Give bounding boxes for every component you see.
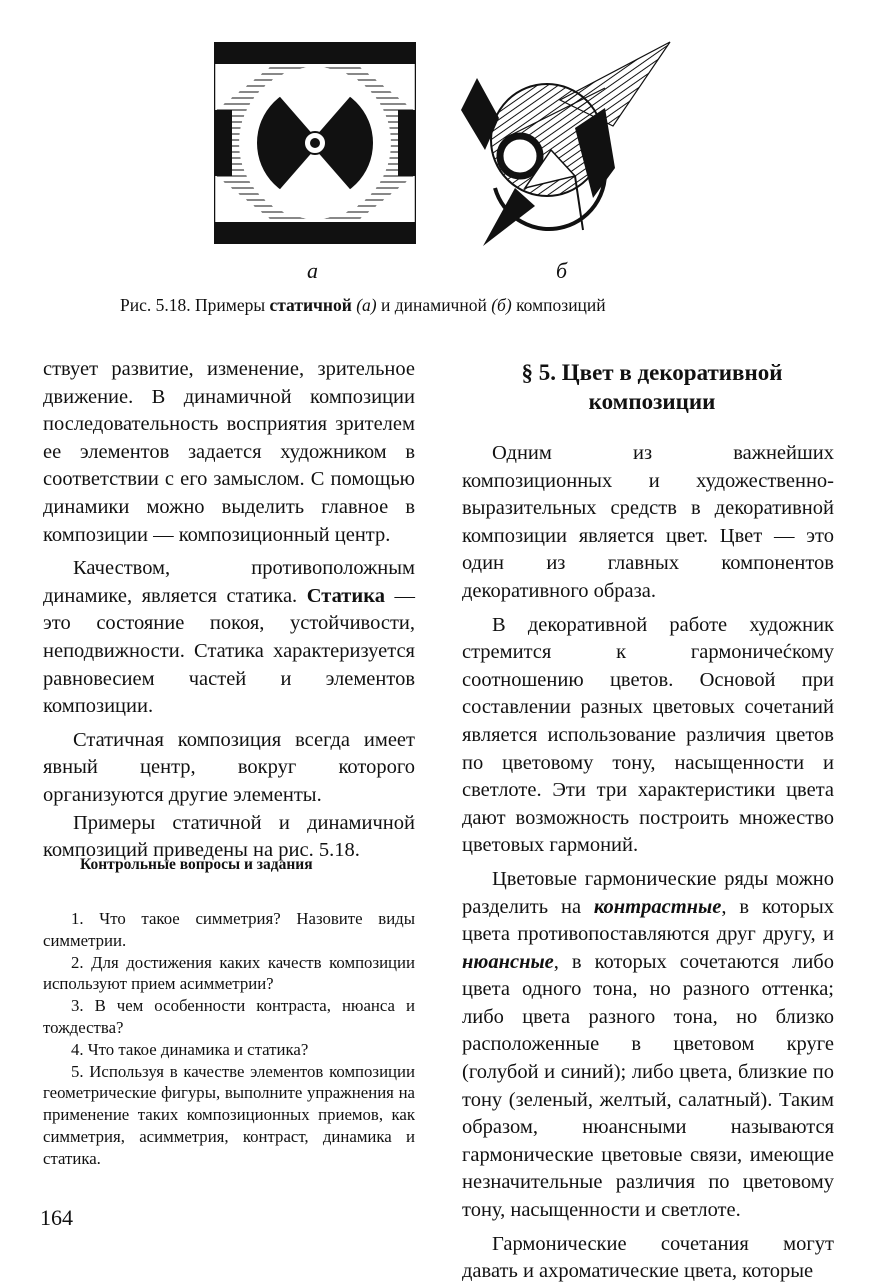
page-number: 164 xyxy=(40,1205,73,1230)
left-paragraph-2 xyxy=(43,555,415,721)
caption-static: статичной xyxy=(269,295,352,315)
right-paragraph-3 xyxy=(462,866,834,1225)
right-paragraph-3-a: Цветовые гармонические ряды можно разделить на xyxy=(462,867,834,918)
questions-title: Контрольные вопросы и задания xyxy=(80,856,313,873)
right-paragraph-1: Одним из важнейших композиционных и художественно-выразительных средств в декоративной композиции является цвет. Цвет — это один из главных компонентов декоративного образа. xyxy=(462,442,834,602)
left-paragraph-3: Статичная композиция всегда имеет явный центр, вокруг которого организуются другие элементы. xyxy=(43,728,415,806)
left-paragraph-4: Примеры статичной и динамичной композиций приведены на рис. 5.18. xyxy=(43,811,415,862)
question-item: 4. Что такое динамика и статика? xyxy=(71,1039,309,1059)
question-item: 5. Используя в качестве элементов композиции геометрические фигуры, выполните упражнения на применение таких композиционных приемов, как симметрия, асимметрия, контраст, динамика и статика. xyxy=(43,1061,415,1168)
left-paragraph-1: ствует развитие, изменение, зрительное движение. В динамичной композиции последовательность восприятия зрителем ее элементов задается художником в соответствии с его замыслом. С помощью динамики можно выделить главное в композиции — композиционный центр. xyxy=(43,358,415,546)
figure-label-a: а xyxy=(307,258,318,283)
section-heading: § 5. Цвет в декоративной композиции xyxy=(521,360,783,414)
figure-b-dynamic-composition xyxy=(455,38,675,250)
term-nuance: нюансные xyxy=(462,950,554,973)
caption-a: (а) xyxy=(356,295,377,315)
question-item: 3. В чем особенности контраста, нюанса и тождества? xyxy=(43,996,415,1037)
right-paragraph-3-c: , в которых сочетаются либо цвета одного тона, но разного оттенка; либо цвета разного тона, но близко расположенные в цветовом круге (голубой и синий); либо цвета, близкие по тону (зеленый, желтый, салатный). Таким образом, нюансными называются гармонические цветовые связи, имеющие незначительные различия по цветовому тону, насыщенности и светлоте. xyxy=(462,950,834,1222)
right-paragraph-2: В декоративной работе художник стремится к гармоничеćкому соотношению цветов. Основой при составлении разных цветовых сочетаний является использование различия цветов по цветовому тону, насыщенности и светлоте. Эти три характеристики цвета дают возможность построить множество цветовых гармоний. xyxy=(462,613,834,857)
term-contrast: контрастные xyxy=(593,895,722,918)
questions-list xyxy=(43,908,415,1170)
left-paragraph-2-end: — это состояние покоя, устойчивости, неподвижности. Статика характеризуется равновесием частей и элементов композиции. xyxy=(43,584,415,718)
caption-dynamic: динамичной xyxy=(394,295,487,315)
right-paragraph-3-b: , в которых цвета противопоставляются друг другу, и xyxy=(462,895,835,946)
term-statika: Статика xyxy=(306,584,385,607)
caption-suffix: композиций xyxy=(511,295,606,315)
figure-a-static-composition xyxy=(214,42,416,244)
left-column xyxy=(43,356,415,865)
figure-caption xyxy=(120,295,760,316)
caption-prefix: Рис. 5.18. Примеры xyxy=(120,295,270,315)
right-column xyxy=(462,440,834,1286)
right-paragraph-4: Гармонические сочетания могут давать и ахроматические цвета, которые xyxy=(462,1232,834,1283)
question-item: 2. Для достижения каких качеств композиции используют прием асимметрии? xyxy=(43,952,415,994)
figure-label-b: б xyxy=(556,258,568,283)
caption-b: (б) xyxy=(491,295,512,315)
left-paragraph-2-start: Качеством, противоположным динамике, является статика. xyxy=(43,557,415,607)
caption-mid: и xyxy=(376,295,395,315)
question-item: 1. Что такое симметрия? Назовите виды симметрии. xyxy=(43,909,415,950)
